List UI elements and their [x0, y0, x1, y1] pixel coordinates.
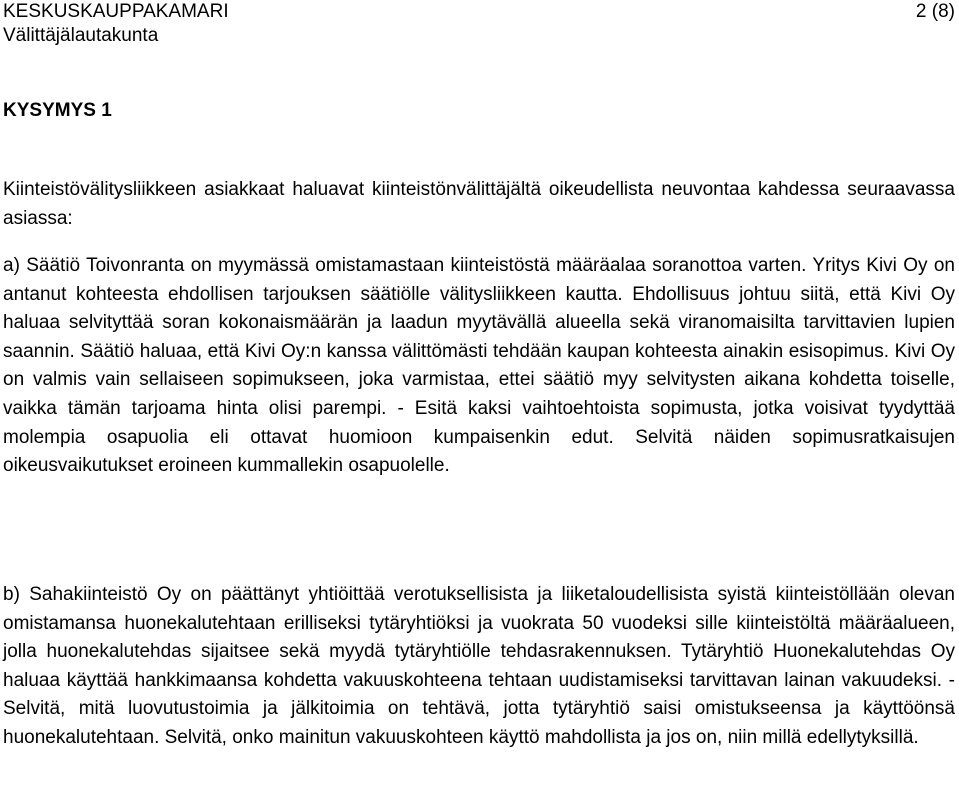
- question-part-a: a) Säätiö Toivonranta on myymässä omistamastaan kiinteistöstä määräalaa soranottoa varten. Yritys Kivi Oy on antanut kohteesta ehdollisen tarjouksen säätiölle välitysliikkeen kautta. Ehdollisuus johtuu siitä, että Kivi Oy haluaa selvityttää soran kokonaismäärän ja laadun myytävällä alueella sekä viranomaisilta tarvittavien lupien saannin. Säätiö haluaa, että Kivi Oy:n kanssa välittömästi tehdään kaupan kohteesta ainakin esisopimus. Kivi Oy on valmis vain sellaiseen sopimukseen, joka varmistaa, ettei säätiö myy selvitysten aikana kohdetta toiselle, vaikka tämän tarjoama hinta olisi parempi. - Esitä kaksi vaihtoehtoista sopimusta, jotka voisivat tyydyttää molempia osapuolia eli ottavat huomioon kumpaisenkin edut. Selvitä näiden sopimusratkaisujen oikeusvaikutukset eroineen kummallekin osapuolelle.: [3, 255, 955, 477]
- question-intro: Kiinteistövälitysliikkeen asiakkaat haluavat kiinteistönvälittäjältä oikeudellista neuvontaa kahdessa seuraavassa asiassa:: [3, 179, 955, 229]
- question-title: KYSYMYS 1: [3, 100, 112, 121]
- organization-name: KESKUSKAUPPAKAMARI: [3, 1, 229, 22]
- question-part-b: b) Sahakiinteistö Oy on päättänyt yhtiöittää verotuksellisista ja liiketaloudellisista syistä kiinteistöllään olevan omistamansa huonekalutehtaan erilliseksi tytäryhtiöksi ja vuokrata 50 vuodeksi sille kiinteistöltä määräalueen, jolla huonekalutehdas sijaitsee sekä myydä tytäryhtiölle tehdasrakennuksen. Tytäryhtiö Huonekalutehdas Oy haluaa käyttää hankkimaansa kohdetta vakuuskohteena tehtaan uudistamiseksi tarvittavan lainan vakuudeksi. - Selvitä, mitä luovutustoimia ja jälkitoimia on tehtävä, jotta tytäryhtiö saisi omistukseensa ja käyttöönsä huonekalutehtaan. Selvitä, onko mainitun vakuuskohteen käyttö mahdollista ja jos on, niin millä edellytyksillä.: [3, 584, 955, 748]
- page-number: 2 (8): [915, 1, 955, 22]
- committee-name: Välittäjälautakunta: [3, 25, 159, 46]
- page-header: [3, 0, 957, 48]
